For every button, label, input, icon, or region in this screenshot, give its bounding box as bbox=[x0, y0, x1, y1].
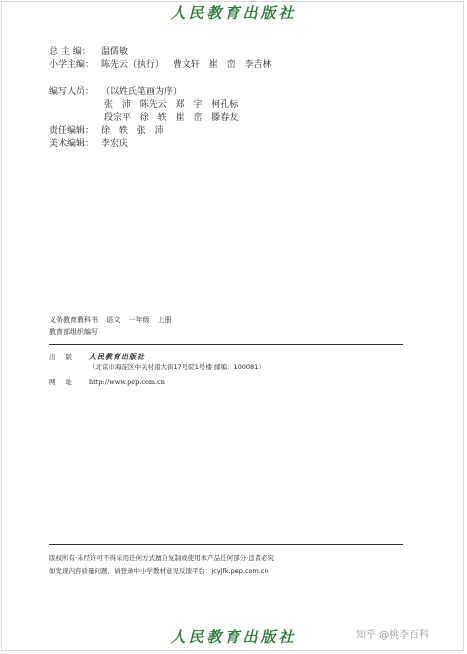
credit-chief-editor bbox=[49, 46, 271, 59]
publisher-address: （北京市海淀区中关村南大街17号院1号楼 邮编：100081） bbox=[89, 363, 265, 371]
credit-value: 温儒敏 bbox=[101, 47, 129, 57]
writers-line-2: 段宗平 徐 轶 崔 峦 滕春友 bbox=[104, 113, 239, 123]
credit-value: 陈先云（执行） 曹文轩 崔 峦 李吉林 bbox=[101, 60, 272, 70]
credit-value: 李宏庆 bbox=[101, 139, 129, 149]
footer-publisher-logo: 人民教育出版社 bbox=[170, 628, 297, 646]
credit-note: （以姓氏笔画为序） bbox=[101, 87, 183, 97]
writers-line-1: 张 沛 陈先云 郑 宇 柯孔标 bbox=[104, 100, 239, 110]
credit-label: 总 主 编： bbox=[49, 47, 91, 57]
website-url: http://www.pep.com.cn bbox=[89, 378, 165, 386]
credits-section bbox=[49, 46, 271, 151]
divider-top bbox=[49, 344, 403, 345]
credit-writers bbox=[49, 86, 271, 99]
publisher-row bbox=[49, 352, 265, 362]
credit-primary-editors bbox=[49, 59, 271, 72]
legal-notice bbox=[49, 552, 274, 578]
feedback-line: 如发现内容质量问题，请登录中小学教材意见反馈平台：jcyjfk.pep.com.cn bbox=[49, 567, 269, 575]
divider-bottom bbox=[49, 544, 403, 545]
credit-label: 编写人员： bbox=[49, 87, 95, 97]
watermark-text: 知乎 @桃李百科 bbox=[356, 630, 430, 641]
publisher-name-logo: 人民教育出版社 bbox=[89, 352, 145, 361]
credit-label: 美术编辑： bbox=[49, 139, 95, 149]
publish-label: 出 版 bbox=[49, 353, 73, 361]
copyright-line: 版权所有·未经许可不得采用任何方式擅自复制或使用本产品任何部分·违者必究 bbox=[49, 554, 275, 562]
website-label: 网 址 bbox=[49, 378, 73, 386]
book-meta bbox=[49, 314, 172, 338]
credit-responsible-editors bbox=[49, 125, 271, 138]
website-row bbox=[49, 377, 265, 387]
credit-label: 责任编辑： bbox=[49, 126, 95, 136]
credit-art-editor bbox=[49, 138, 271, 151]
credit-value: 徐 轶 张 沛 bbox=[101, 126, 164, 136]
book-organizer: 教育部组织编写 bbox=[49, 328, 98, 336]
publisher-info bbox=[49, 352, 265, 387]
header-publisher-logo: 人民教育出版社 bbox=[170, 4, 297, 22]
book-title-line: 义务教育教科书 语文 一年级 上册 bbox=[49, 316, 172, 324]
credit-label: 小学主编： bbox=[49, 60, 95, 70]
